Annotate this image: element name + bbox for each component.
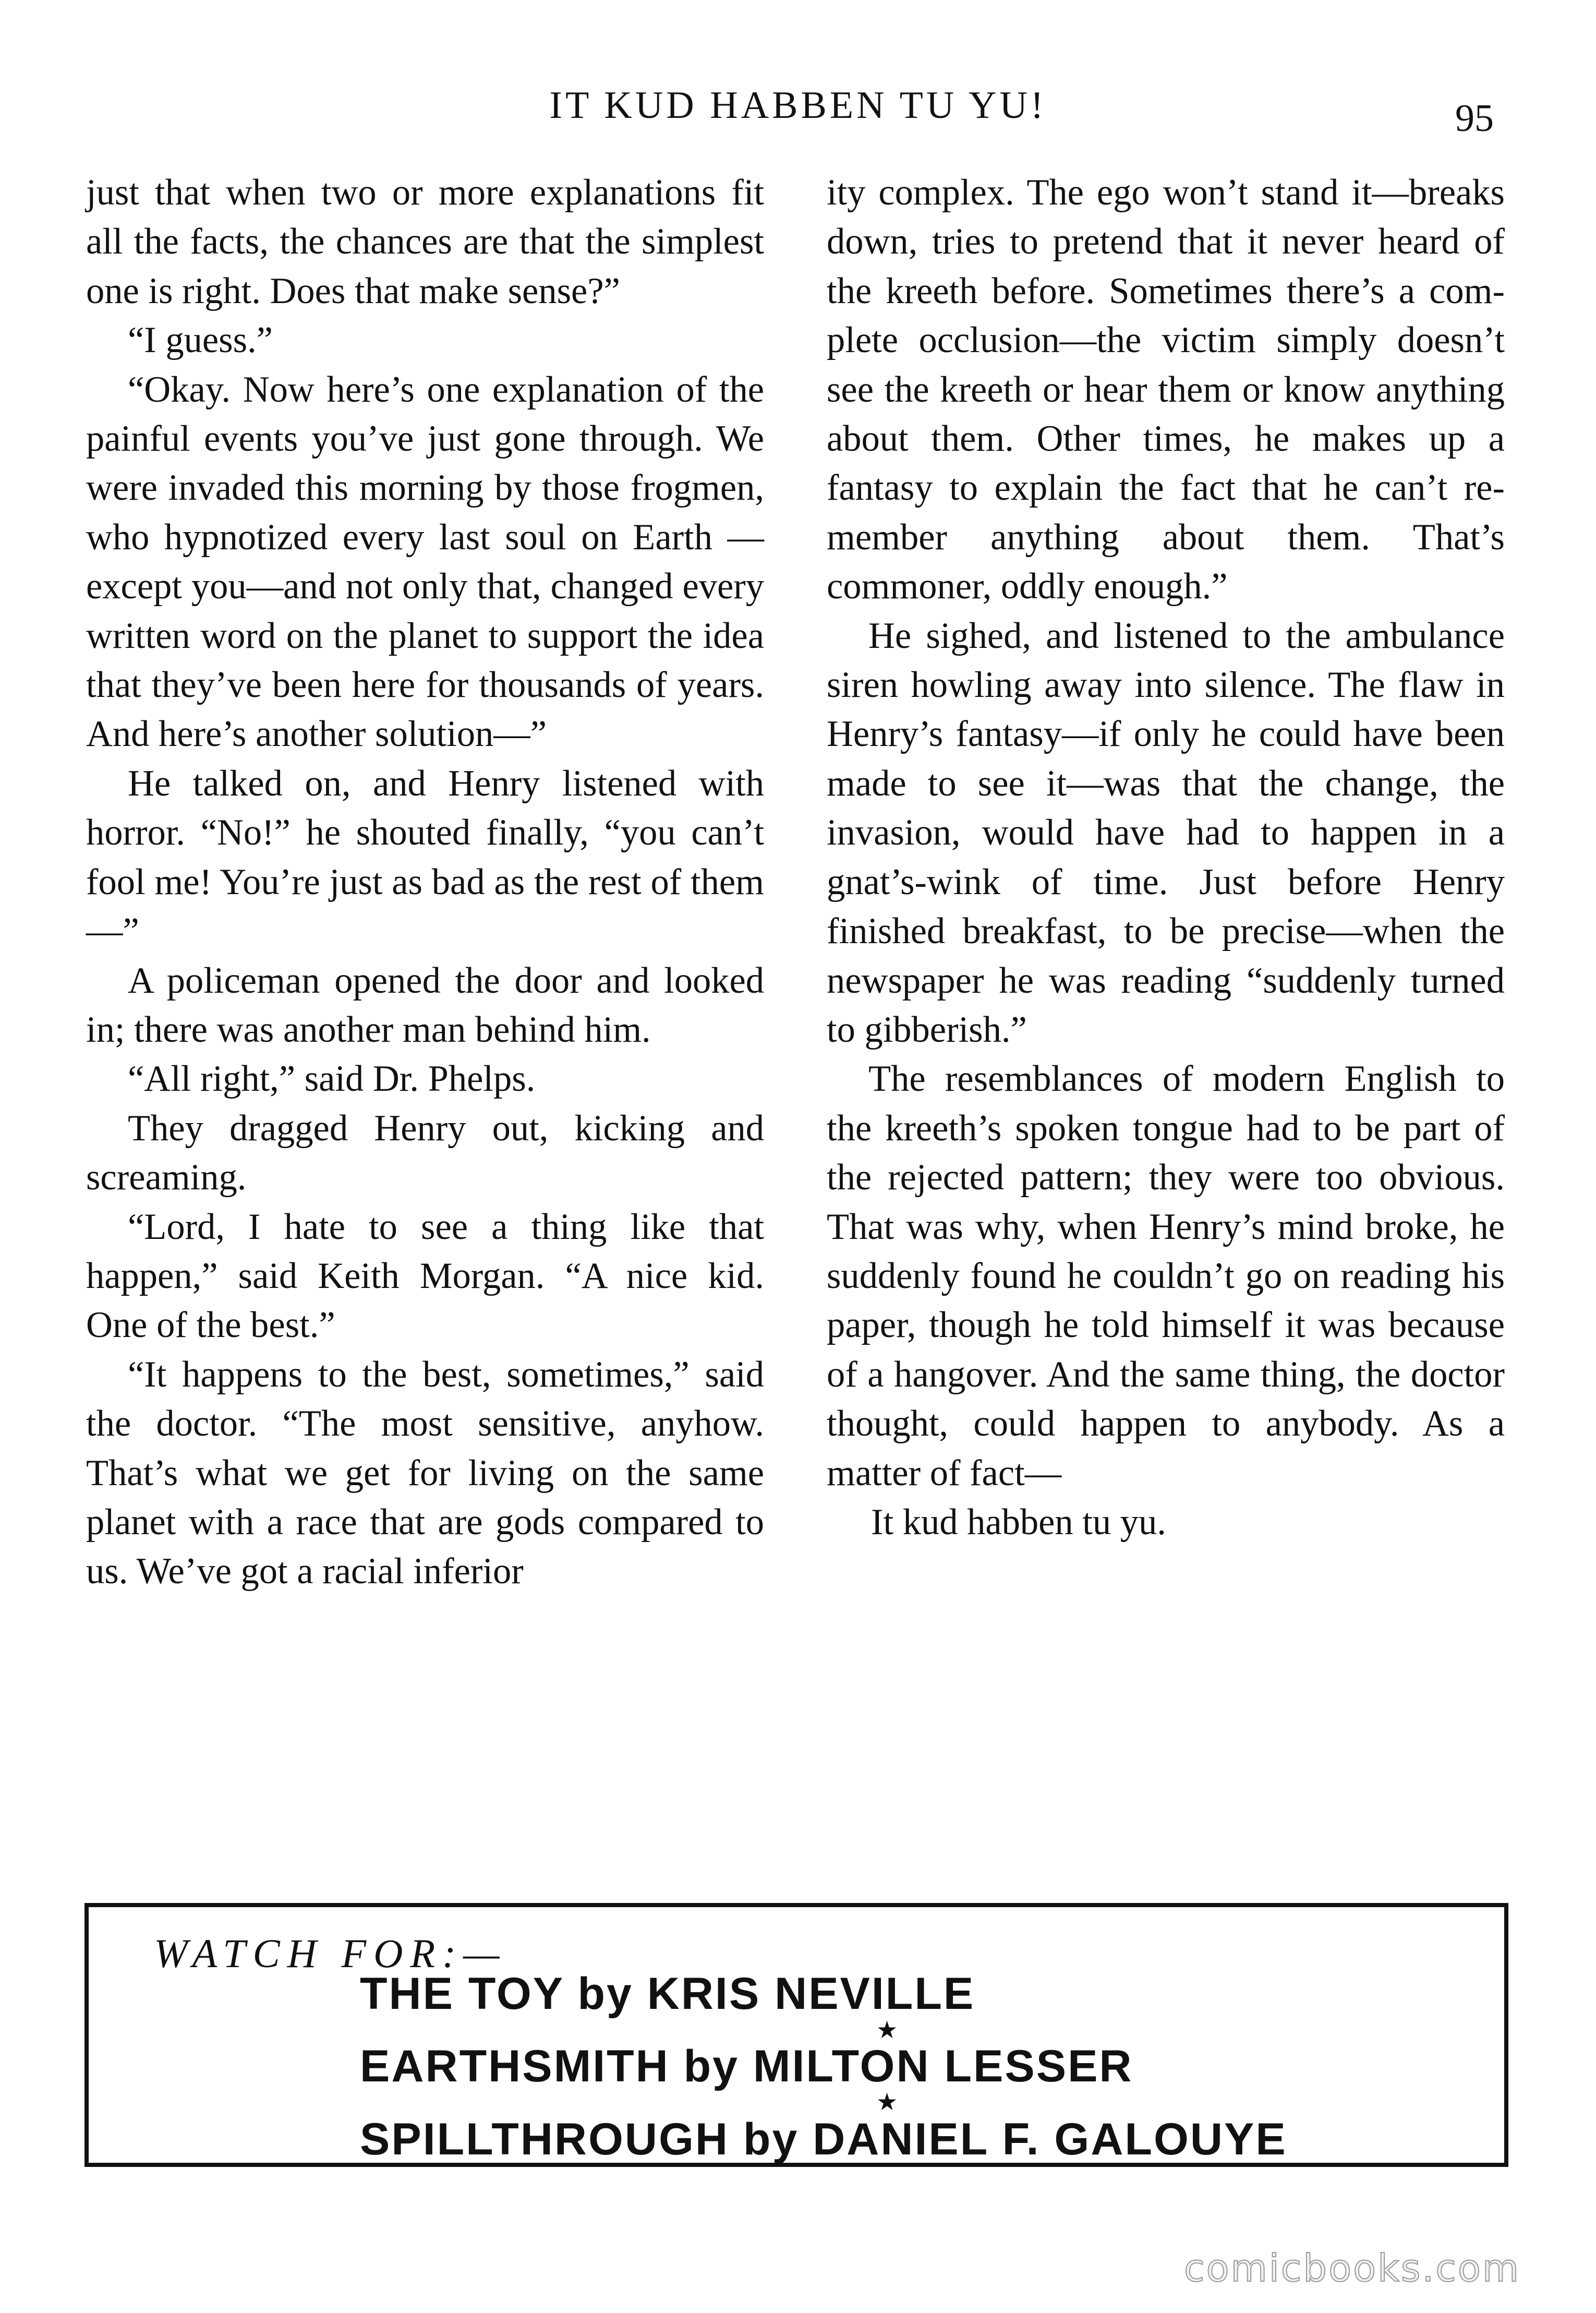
paragraph: He sighed, and listened to the ambulance siren howling away into silence. The flaw in Henry’s fantasy—if only he could have been made to see it—was that the change, the invasion, would have had to happen in a gnat’s-wink of time. Just before Henry finished breakfast, to be precise—when the newspaper he was reading “suddenly turned to gibberish.” [827,615,1505,1050]
paragraph: ity complex. The ego won’t stand it—breaks down, tries to pretend that it never heard of the kreeth before. Sometimes there’s a complete occlusion—the victim simply doesn’t see the kreeth or hear them or know anything about them. Other times, he makes up a fantasy to explain the fact that he can’t remember anything about them. That’s commoner, oddly enough.” [827,172,1505,607]
paragraph: They dragged Henry out, kicking and screaming. [86,1107,764,1198]
paragraph: He talked on, and Henry listened with horror. “No!” he shouted finally, “you can’t fool me! You’re just as bad as the rest of them—” [86,763,764,952]
left-column [86,168,764,1596]
page-number: 95 [1455,97,1494,140]
paragraph: The resemblances of modern English to the kreeth’s spoken tongue had to be part of the rejected pattern; they were too obvious. That was why, when Henry’s mind broke, he suddenly found he couldn’t go on reading his paper, though he told himself it was because of a hangover. And the same thing, the doctor thought, could happen to anybody. As a matter of fact— [827,1058,1505,1493]
closing-line: It kud habben tu yu. [871,1501,1166,1543]
paragraph: just that when two or more explanations fit all the facts, the chances are that the simplest one is right. Does that make sense?” [86,172,764,311]
upcoming-story-title: THE TOY by KRIS NEVILLE [360,1969,975,2019]
star-icon: ★ [876,2088,898,2116]
paragraph: A policeman opened the door and looked in; there was another man behind him. [86,960,764,1050]
paragraph: “It happens to the best, sometimes,” said the doctor. “The most sensitive, anyhow. That’s what we get for living on the same planet with a race that are gods compared to us. We’ve got a racial inferior [86,1354,764,1592]
right-column [827,168,1505,1547]
watermark: comicbooks.com [1184,2246,1521,2290]
paragraph: “Okay. Now here’s one explanation of the painful events you’ve just gone through. We were invaded this morning by those frogmen, who hypnotized every last soul on Earth —except you—and not only that, changed every written word on the planet to support the idea that they’ve been here for thousands of years. And here’s another solution—” [86,369,764,755]
watch-for-heading: WATCH FOR:— [154,1931,507,1976]
star-icon: ★ [876,2016,898,2044]
paragraph: “All right,” said Dr. Phelps. [128,1058,536,1100]
paragraph: “Lord, I hate to see a thing like that happen,” said Keith Morgan. “A nice kid. One of the best.” [86,1206,764,1346]
paragraph: “I guess.” [128,320,273,361]
upcoming-story-title: EARTHSMITH by MILTON LESSER [360,2041,1133,2091]
running-head: IT KUD HABBEN TU YU! [549,84,1047,127]
watch-for-box [84,1903,1508,2167]
upcoming-story-title: SPILLTHROUGH by DANIEL F. GALOUYE [360,2114,1287,2164]
